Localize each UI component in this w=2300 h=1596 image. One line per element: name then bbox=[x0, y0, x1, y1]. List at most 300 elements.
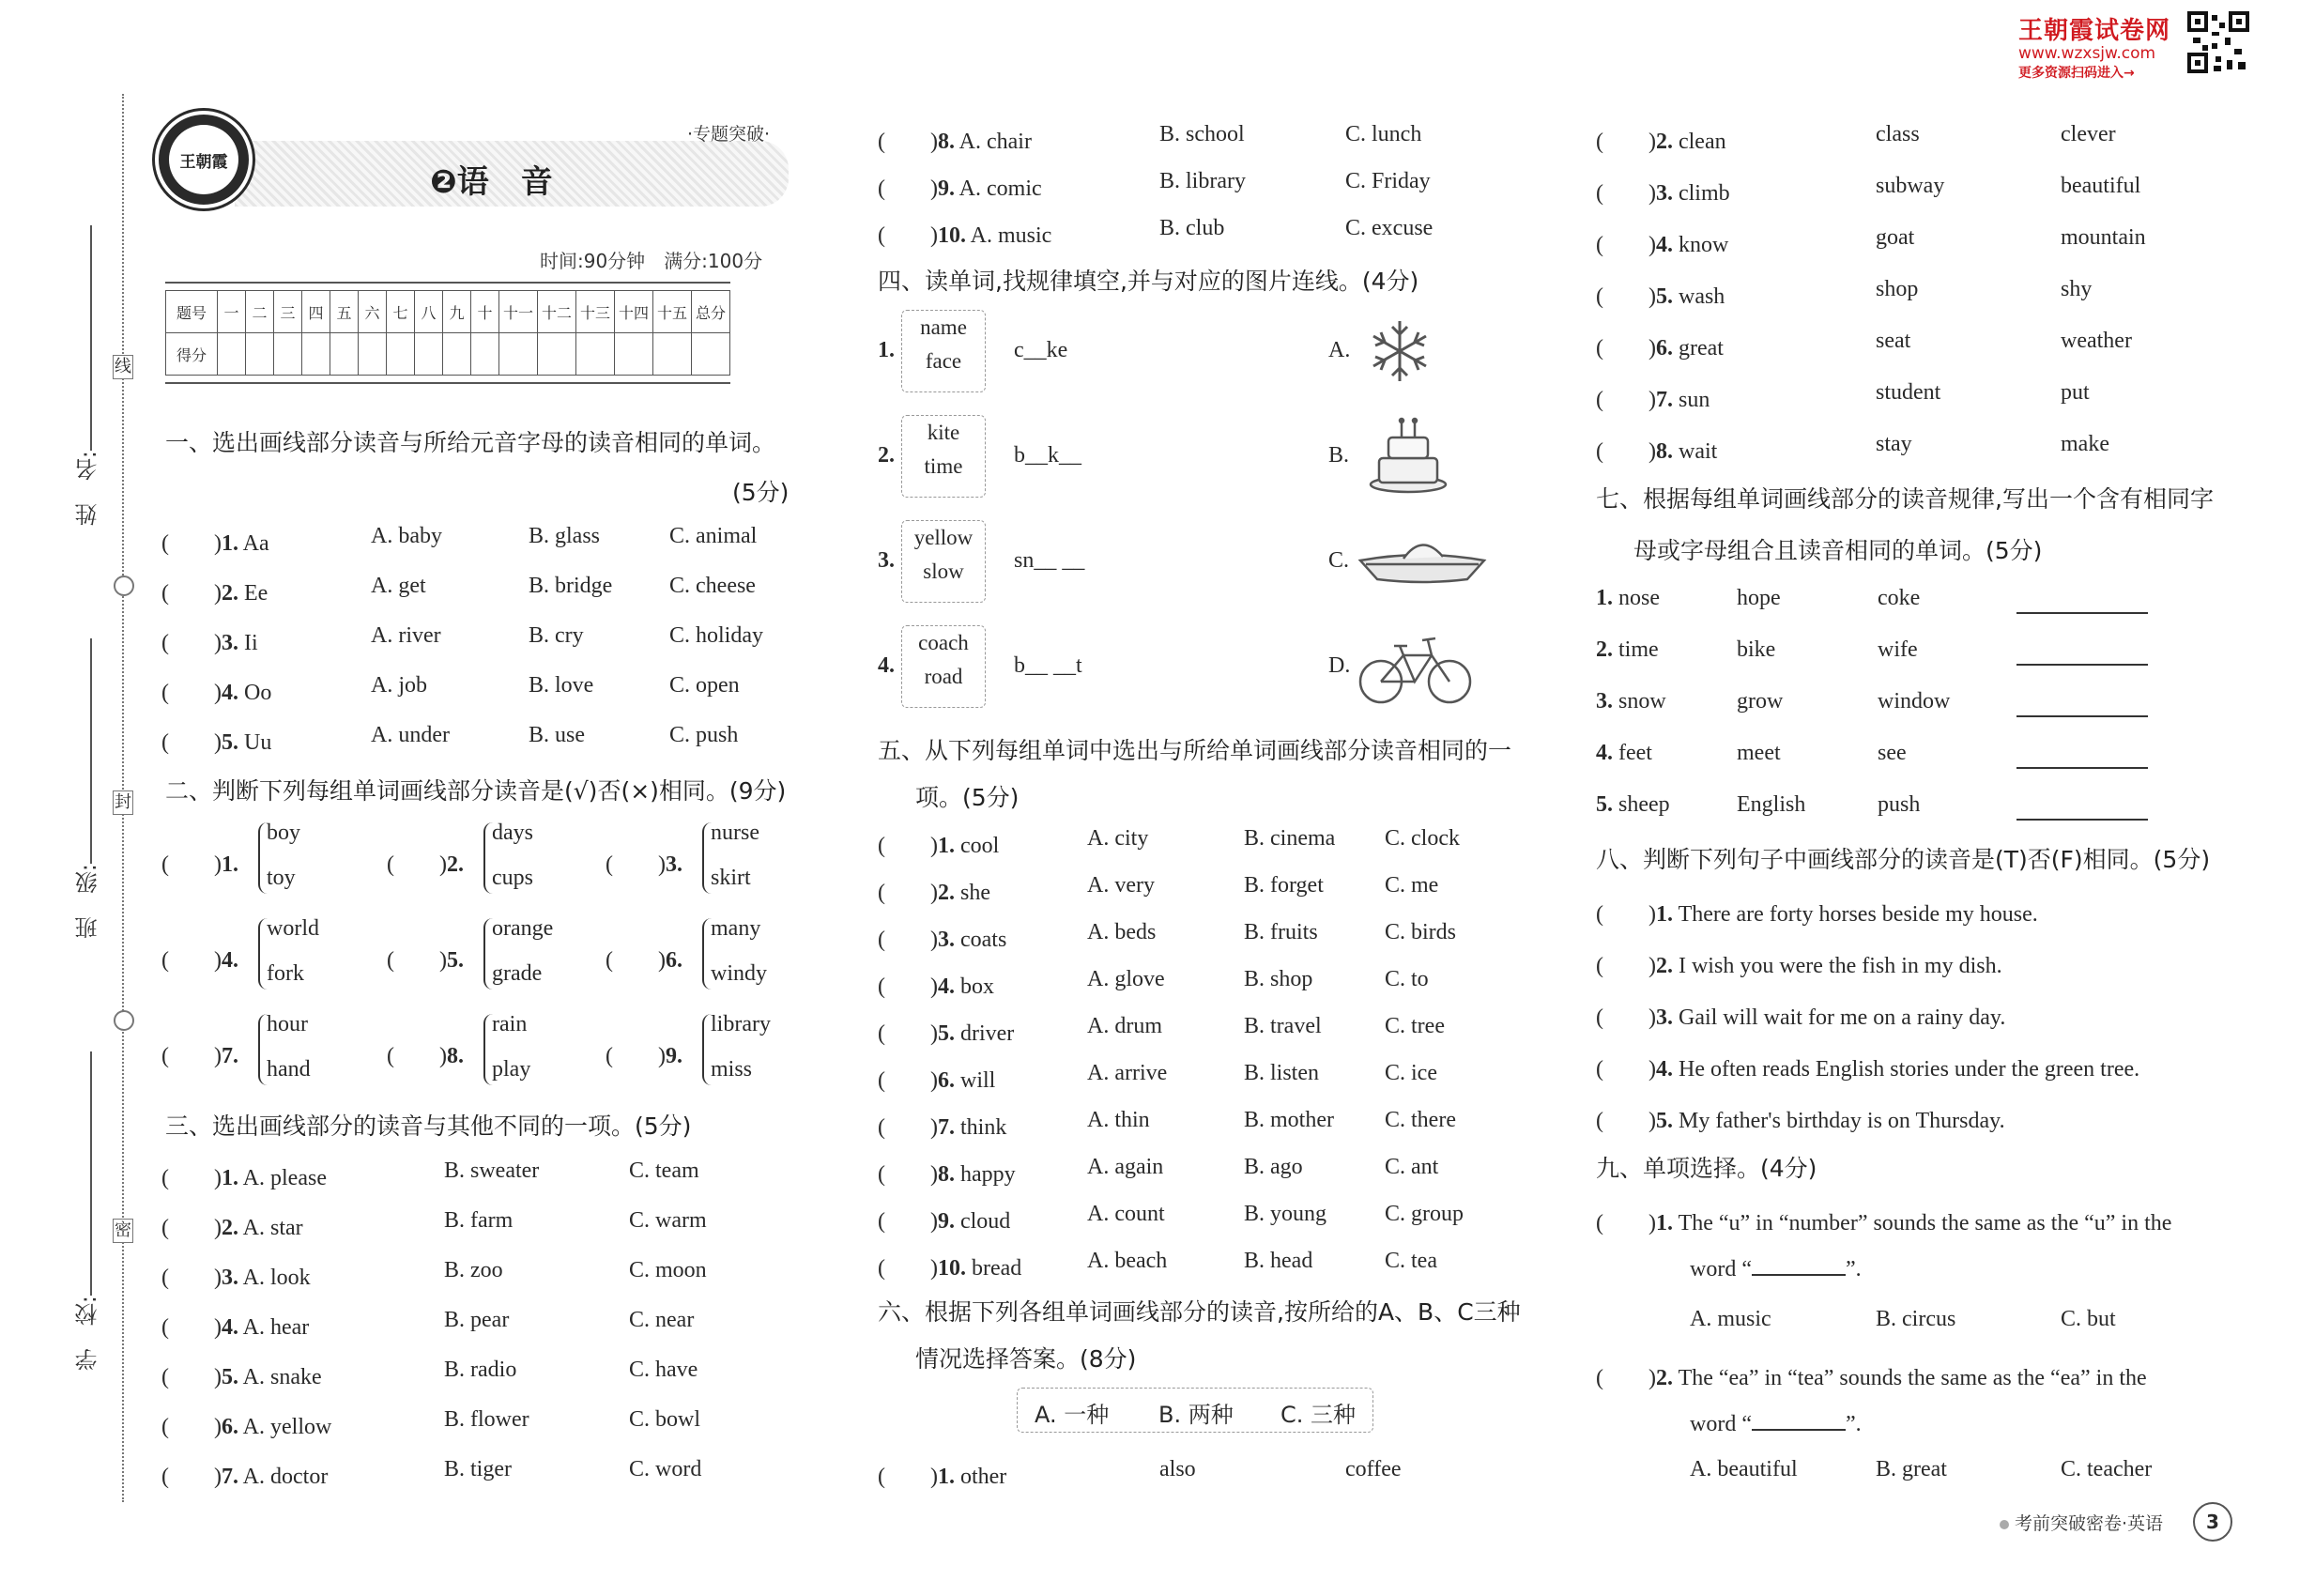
answer-paren[interactable]: ( ) bbox=[878, 974, 938, 999]
word-2: goat bbox=[1876, 225, 1915, 250]
answer-paren[interactable]: ( ) bbox=[161, 1315, 222, 1340]
answer-paren[interactable]: ( ) bbox=[161, 1266, 222, 1290]
option-c[interactable]: C. me bbox=[1385, 873, 1439, 898]
option-b[interactable]: B. head bbox=[1244, 1249, 1313, 1273]
answer-paren[interactable]: ( ) bbox=[161, 948, 222, 973]
option-b[interactable]: B. travel bbox=[1244, 1014, 1322, 1038]
legend-c: C. 三种 bbox=[1280, 1402, 1357, 1428]
score-col: 二 bbox=[246, 291, 274, 333]
option-c[interactable]: C. group bbox=[1385, 1202, 1464, 1226]
option-c[interactable]: C. word bbox=[629, 1457, 702, 1481]
score-cell[interactable] bbox=[246, 333, 274, 376]
option-c[interactable]: C. clock bbox=[1385, 826, 1460, 851]
section-6-title: 六、根据下列各组单词画线部分的读音,按所给的A、B、C三种 bbox=[878, 1298, 1521, 1326]
section-5-title-cont: 项。(5分) bbox=[915, 784, 1020, 811]
option-a[interactable]: A. beautiful bbox=[1690, 1457, 1798, 1481]
page-number-badge bbox=[2193, 1502, 2232, 1542]
option-b[interactable]: B. love bbox=[529, 673, 594, 698]
option-a[interactable]: A. comic bbox=[958, 176, 1042, 201]
s2-paren bbox=[387, 845, 464, 878]
option-b[interactable]: B. flower bbox=[444, 1407, 529, 1432]
answer-paren[interactable]: ( ) bbox=[161, 852, 222, 877]
seal-mark-line: 线 bbox=[113, 355, 133, 379]
s5-item bbox=[878, 1061, 995, 1094]
option-a[interactable]: A. baby bbox=[371, 524, 442, 548]
s2-paren bbox=[606, 845, 682, 878]
word-1: wait bbox=[1678, 439, 1718, 464]
option-a[interactable]: A. please bbox=[242, 1166, 327, 1190]
option-c[interactable]: C. holiday bbox=[669, 623, 763, 648]
answer-paren[interactable]: ( ) bbox=[606, 948, 666, 973]
answer-paren[interactable]: ( ) bbox=[161, 1216, 222, 1240]
section-2-title: 二、判断下列每组单词画线部分读音是(√)否(×)相同。(9分) bbox=[165, 777, 787, 805]
picture-label: B. bbox=[1328, 443, 1350, 468]
name-field[interactable] bbox=[90, 225, 92, 451]
option-c[interactable]: C. cheese bbox=[669, 574, 756, 598]
option-c[interactable]: C. have bbox=[629, 1358, 698, 1382]
score-cell[interactable] bbox=[274, 333, 302, 376]
answer-paren[interactable]: ( ) bbox=[1596, 336, 1656, 361]
s6-item bbox=[1596, 380, 1710, 413]
answer-paren[interactable]: ( ) bbox=[161, 1044, 222, 1068]
item-number: 4. bbox=[878, 653, 895, 678]
item-number: 8. bbox=[937, 130, 955, 154]
option-c[interactable]: C. team bbox=[629, 1159, 699, 1183]
word-3: clever bbox=[2061, 122, 2116, 146]
s3-item bbox=[878, 169, 1042, 202]
score-cell[interactable] bbox=[576, 333, 615, 376]
section-7-title: 七、根据每组单词画线部分的读音规律,写出一个含有相同字 bbox=[1596, 485, 2214, 513]
score-col: 总分 bbox=[692, 291, 730, 333]
s2-paren bbox=[387, 1036, 464, 1069]
score-cell[interactable] bbox=[653, 333, 692, 376]
answer-paren[interactable]: ( ) bbox=[161, 1415, 222, 1439]
word-2: hand bbox=[267, 1057, 311, 1082]
s3-item bbox=[161, 1308, 309, 1341]
answer-paren[interactable]: ( ) bbox=[878, 928, 938, 952]
footer-text: 考前突破密卷·英语 bbox=[2015, 1513, 2164, 1534]
letter: Ii bbox=[243, 631, 258, 655]
score-cell[interactable] bbox=[330, 333, 359, 376]
option-c[interactable]: C. to bbox=[1385, 967, 1429, 991]
score-col: 十五 bbox=[653, 291, 692, 333]
option-c[interactable]: C. push bbox=[669, 723, 739, 747]
word-2: toy bbox=[267, 866, 296, 890]
option-c[interactable]: C. animal bbox=[669, 524, 758, 548]
option-c[interactable]: C. but bbox=[2061, 1307, 2116, 1331]
score-col: 十四 bbox=[615, 291, 653, 333]
option-a[interactable]: A. glove bbox=[1087, 967, 1165, 991]
item-number: 3. bbox=[1596, 689, 1613, 714]
item-number: 4. bbox=[1596, 741, 1613, 765]
answer-paren[interactable]: ( ) bbox=[878, 834, 938, 858]
s5-item bbox=[878, 920, 1006, 953]
answer-paren[interactable]: ( ) bbox=[1596, 954, 1656, 978]
s3-item bbox=[161, 1358, 322, 1390]
word-1: feet bbox=[1618, 741, 1652, 765]
s9-question-cont bbox=[1690, 1410, 1862, 1437]
answer-paren[interactable]: ( ) bbox=[878, 223, 938, 248]
s3-item bbox=[878, 216, 1051, 249]
section-3-title: 三、选出画线部分的读音与其他不同的一项。(5分) bbox=[165, 1113, 692, 1140]
s9-question bbox=[1596, 1358, 2147, 1391]
s8-item bbox=[1596, 946, 2002, 979]
option-b[interactable]: B. ago bbox=[1244, 1155, 1303, 1179]
s6-item bbox=[1596, 432, 1717, 465]
answer-paren[interactable]: ( ) bbox=[878, 130, 938, 154]
score-col: 一 bbox=[218, 291, 246, 333]
option-c[interactable]: C. ant bbox=[1385, 1155, 1439, 1179]
answer-paren[interactable]: ( ) bbox=[387, 852, 447, 877]
item-number: 6. bbox=[937, 1068, 955, 1093]
option-a[interactable]: A. chair bbox=[958, 130, 1032, 154]
option-c[interactable]: C. moon bbox=[629, 1258, 707, 1282]
answer-paren[interactable]: ( ) bbox=[878, 1256, 938, 1281]
word-2: subway bbox=[1876, 174, 1945, 198]
item-number: 3. bbox=[221, 1266, 238, 1290]
option-c[interactable]: C. excuse bbox=[1345, 216, 1434, 240]
answer-blank[interactable] bbox=[1752, 1410, 1846, 1431]
word-3: put bbox=[2061, 380, 2090, 405]
question-text: ”. bbox=[1845, 1412, 1862, 1436]
option-b[interactable]: B. club bbox=[1159, 216, 1225, 240]
fill-blank[interactable]: c__ke bbox=[1014, 338, 1068, 362]
item-number: 4. bbox=[221, 681, 238, 705]
answer-paren[interactable]: ( ) bbox=[878, 1465, 938, 1489]
option-b[interactable]: B. fruits bbox=[1244, 920, 1318, 944]
answer-paren[interactable]: ( ) bbox=[1596, 284, 1656, 309]
s3-item bbox=[161, 1258, 311, 1291]
word-box bbox=[901, 520, 986, 603]
word-3: beautiful bbox=[2061, 174, 2141, 198]
s2-paren bbox=[161, 845, 238, 878]
answer-paren[interactable]: ( ) bbox=[387, 1044, 447, 1068]
option-b[interactable]: B. use bbox=[529, 723, 585, 747]
answer-paren[interactable]: ( ) bbox=[1596, 1057, 1656, 1082]
score-cell[interactable] bbox=[218, 333, 246, 376]
s2-paren bbox=[606, 941, 682, 974]
score-cell[interactable] bbox=[692, 333, 730, 376]
letter: Aa bbox=[242, 531, 269, 556]
option-a[interactable]: A. river bbox=[371, 623, 441, 648]
answer-paren[interactable]: ( ) bbox=[878, 1021, 938, 1046]
section-4-title: 四、读单词,找规律填空,并与对应的图片连线。(4分) bbox=[878, 268, 1419, 295]
s7-item bbox=[1596, 741, 1652, 766]
s1-item bbox=[161, 574, 268, 606]
sentence: My father's birthday is on Thursday. bbox=[1678, 1109, 2005, 1133]
answer-paren[interactable]: ( ) bbox=[161, 631, 222, 655]
score-table bbox=[165, 290, 730, 376]
given-word: box bbox=[959, 974, 994, 999]
word-3: wife bbox=[1878, 637, 1918, 662]
option-c[interactable]: C. tea bbox=[1385, 1249, 1437, 1273]
answer-paren[interactable]: ( ) bbox=[1596, 1109, 1656, 1133]
item-number: 2. bbox=[221, 581, 238, 606]
answer-paren[interactable]: ( ) bbox=[878, 1068, 938, 1093]
option-b[interactable]: B. radio bbox=[444, 1358, 517, 1382]
word-1: hour bbox=[267, 1012, 308, 1036]
answer-paren[interactable]: ( ) bbox=[1596, 1211, 1656, 1235]
cake-icon[interactable] bbox=[1366, 413, 1450, 498]
word-1: snow bbox=[1618, 689, 1666, 714]
score-cell[interactable] bbox=[499, 333, 538, 376]
item-number: 2. bbox=[1655, 130, 1673, 154]
answer-paren[interactable]: ( ) bbox=[161, 1166, 222, 1190]
s8-item bbox=[1596, 1101, 2005, 1134]
score-cell[interactable] bbox=[443, 333, 471, 376]
answer-paren[interactable]: ( ) bbox=[1596, 1005, 1656, 1030]
option-b[interactable]: B. cry bbox=[529, 623, 584, 648]
answer-line[interactable] bbox=[2016, 819, 2148, 821]
answer-blank[interactable] bbox=[1752, 1255, 1846, 1276]
word-2: grow bbox=[1737, 689, 1784, 714]
item-number: 2. bbox=[221, 1216, 238, 1240]
bicycle-icon[interactable] bbox=[1357, 627, 1474, 707]
word-1: world bbox=[267, 916, 319, 941]
title-number: ❷ bbox=[430, 163, 457, 201]
score-col: 十三 bbox=[576, 291, 615, 333]
option-c[interactable]: C. there bbox=[1385, 1108, 1456, 1132]
score-cell[interactable] bbox=[415, 333, 443, 376]
snowflake-icon[interactable] bbox=[1366, 317, 1434, 385]
answer-paren[interactable]: ( ) bbox=[878, 1209, 938, 1234]
word-1: kite bbox=[927, 421, 960, 444]
item-number: 6. bbox=[665, 948, 682, 973]
option-c[interactable]: C. birds bbox=[1385, 920, 1457, 944]
option-b[interactable]: B. mother bbox=[1244, 1108, 1334, 1132]
class-field[interactable] bbox=[90, 638, 92, 864]
score-cell[interactable] bbox=[302, 333, 330, 376]
s7-item bbox=[1596, 586, 1660, 611]
option-c[interactable]: C. Friday bbox=[1345, 169, 1431, 193]
score-cell[interactable] bbox=[615, 333, 653, 376]
qr-code[interactable] bbox=[2187, 11, 2249, 73]
item-number: 9. bbox=[937, 176, 955, 201]
given-word: happy bbox=[959, 1162, 1016, 1187]
s3-item bbox=[878, 122, 1032, 155]
item-number: 4. bbox=[1655, 233, 1673, 257]
option-b[interactable]: B. school bbox=[1159, 122, 1245, 146]
item-number: 7. bbox=[221, 1044, 238, 1068]
score-cell[interactable] bbox=[538, 333, 576, 376]
item-number: 3. bbox=[937, 928, 955, 952]
answer-paren[interactable]: ( ) bbox=[161, 681, 222, 705]
answer-paren[interactable]: ( ) bbox=[878, 1115, 938, 1140]
item-number: 2. bbox=[1655, 1366, 1673, 1390]
word-1: climb bbox=[1678, 181, 1730, 206]
item-number: 3. bbox=[878, 548, 895, 573]
option-a[interactable]: A. doctor bbox=[242, 1465, 329, 1489]
s1-item bbox=[161, 723, 271, 756]
word-1: great bbox=[1678, 336, 1724, 361]
s5-item bbox=[878, 873, 990, 906]
sentence: There are forty horses beside my house. bbox=[1678, 902, 2038, 927]
school-field[interactable] bbox=[90, 1051, 92, 1296]
option-c[interactable]: C. warm bbox=[629, 1208, 707, 1233]
score-col: 十二 bbox=[538, 291, 576, 333]
answer-paren[interactable]: ( ) bbox=[1596, 233, 1656, 257]
section-1-score: (5分) bbox=[732, 479, 790, 506]
s6-item bbox=[1596, 277, 1725, 310]
word-2: road bbox=[924, 665, 963, 688]
option-a[interactable]: A. star bbox=[242, 1216, 303, 1240]
word-2: seat bbox=[1876, 329, 1911, 353]
option-a[interactable]: A. music bbox=[970, 223, 1052, 248]
score-col: 八 bbox=[415, 291, 443, 333]
s3-item bbox=[161, 1159, 327, 1191]
option-c[interactable]: C. lunch bbox=[1345, 122, 1422, 146]
brand-name: 王朝霞试卷网 bbox=[2018, 17, 2171, 45]
binding-hole-2 bbox=[114, 1010, 134, 1031]
option-a[interactable]: A. very bbox=[1087, 873, 1155, 898]
option-b[interactable]: B. shop bbox=[1244, 967, 1313, 991]
score-col: 七 bbox=[387, 291, 415, 333]
word-box bbox=[901, 310, 986, 392]
word-2: hope bbox=[1737, 586, 1781, 610]
s5-item bbox=[878, 826, 999, 859]
option-b[interactable]: B. cinema bbox=[1244, 826, 1336, 851]
item-number: 1. bbox=[878, 338, 895, 362]
item-number: 1. bbox=[221, 1166, 238, 1190]
score-cell[interactable] bbox=[359, 333, 387, 376]
answer-paren[interactable]: ( ) bbox=[1596, 388, 1656, 412]
answer-paren[interactable]: ( ) bbox=[606, 1044, 666, 1068]
option-a[interactable]: A. drum bbox=[1087, 1014, 1162, 1038]
s3-item bbox=[161, 1208, 303, 1241]
answer-paren[interactable]: ( ) bbox=[387, 948, 447, 973]
boat-icon[interactable] bbox=[1357, 530, 1488, 587]
answer-paren[interactable]: ( ) bbox=[878, 1162, 938, 1187]
score-cell[interactable] bbox=[471, 333, 499, 376]
answer-paren[interactable]: ( ) bbox=[161, 1365, 222, 1389]
answer-paren[interactable]: ( ) bbox=[1596, 181, 1656, 206]
option-c[interactable]: C. ice bbox=[1385, 1061, 1437, 1085]
option-c[interactable]: C. tree bbox=[1385, 1014, 1445, 1038]
option-b[interactable]: B. bridge bbox=[529, 574, 613, 598]
fill-blank[interactable]: b__ __t bbox=[1014, 653, 1082, 678]
brand-url[interactable]: www.wzxsjw.com bbox=[2018, 44, 2156, 63]
answer-paren[interactable]: ( ) bbox=[161, 581, 222, 606]
option-a[interactable]: A. arrive bbox=[1087, 1061, 1168, 1085]
item-number: 1. bbox=[1655, 902, 1673, 927]
score-row2-label: 得分 bbox=[166, 333, 218, 376]
brand-block bbox=[2018, 11, 2187, 82]
item-number: 5. bbox=[221, 730, 238, 755]
option-b[interactable]: B. farm bbox=[444, 1208, 514, 1233]
option-a[interactable]: A. job bbox=[371, 673, 427, 698]
item-number: 5. bbox=[446, 948, 464, 973]
option-c[interactable]: C. bowl bbox=[629, 1407, 701, 1432]
given-word: will bbox=[959, 1068, 996, 1093]
given-word: coats bbox=[959, 928, 1007, 952]
option-a[interactable]: A. get bbox=[371, 574, 426, 598]
option-a[interactable]: A. snake bbox=[242, 1365, 322, 1389]
answer-paren[interactable]: ( ) bbox=[161, 730, 222, 755]
option-legend bbox=[1017, 1388, 1373, 1433]
option-b[interactable]: B. listen bbox=[1244, 1061, 1320, 1085]
answer-line[interactable] bbox=[2016, 767, 2148, 769]
s9-question bbox=[1596, 1204, 2171, 1236]
option-a[interactable]: A. music bbox=[1690, 1307, 1771, 1331]
s1-item bbox=[161, 673, 271, 706]
option-a[interactable]: A. under bbox=[371, 723, 450, 747]
score-col: 十 bbox=[471, 291, 499, 333]
option-b[interactable]: B. zoo bbox=[444, 1258, 503, 1282]
score-table-wrap bbox=[165, 282, 730, 384]
given-word: cloud bbox=[959, 1209, 1011, 1234]
answer-line[interactable] bbox=[2016, 664, 2148, 666]
answer-paren[interactable]: ( ) bbox=[1596, 1366, 1656, 1390]
word-1: many bbox=[711, 916, 761, 941]
word-2: meet bbox=[1737, 741, 1781, 765]
option-c[interactable]: C. open bbox=[669, 673, 740, 698]
s7-item bbox=[1596, 637, 1659, 663]
item-number: 8. bbox=[446, 1044, 464, 1068]
option-b[interactable]: B. circus bbox=[1876, 1307, 1956, 1331]
word-2: class bbox=[1876, 122, 1920, 146]
given-word: driver bbox=[959, 1021, 1015, 1046]
option-b[interactable]: B. forget bbox=[1244, 873, 1324, 898]
score-col: 四 bbox=[302, 291, 330, 333]
item-number: 5. bbox=[221, 1365, 238, 1389]
answer-line[interactable] bbox=[2016, 715, 2148, 717]
section-5-title: 五、从下列每组单词中选出与所给单词画线部分读音相同的一 bbox=[878, 737, 1512, 764]
answer-paren[interactable]: ( ) bbox=[1596, 439, 1656, 464]
option-a[interactable]: A. yellow bbox=[242, 1415, 332, 1439]
answer-paren[interactable]: ( ) bbox=[606, 852, 666, 877]
item-number: 2. bbox=[1596, 637, 1613, 662]
option-b[interactable]: B. tiger bbox=[444, 1457, 512, 1481]
option-b[interactable]: B. sweater bbox=[444, 1159, 540, 1183]
option-a[interactable]: A. look bbox=[242, 1266, 311, 1290]
option-a[interactable]: A. again bbox=[1087, 1155, 1164, 1179]
s8-item bbox=[1596, 895, 2038, 928]
option-b[interactable]: B. great bbox=[1876, 1457, 1947, 1481]
option-a[interactable]: A. hear bbox=[242, 1315, 310, 1340]
answer-paren[interactable]: ( ) bbox=[161, 1465, 222, 1489]
option-a[interactable]: A. city bbox=[1087, 826, 1149, 851]
s9-question-cont bbox=[1690, 1255, 1862, 1282]
option-b[interactable]: B. young bbox=[1244, 1202, 1327, 1226]
option-b[interactable]: B. pear bbox=[444, 1308, 510, 1332]
fill-blank[interactable]: sn__ __ bbox=[1014, 548, 1085, 573]
option-c[interactable]: C. teacher bbox=[2061, 1457, 2153, 1481]
answer-paren[interactable]: ( ) bbox=[878, 176, 938, 201]
answer-paren[interactable]: ( ) bbox=[1596, 130, 1656, 154]
answer-paren[interactable]: ( ) bbox=[1596, 902, 1656, 927]
answer-line[interactable] bbox=[2016, 612, 2148, 614]
item-number: 1. bbox=[937, 1465, 955, 1489]
option-a[interactable]: A. count bbox=[1087, 1202, 1165, 1226]
letter: Uu bbox=[243, 730, 272, 755]
option-b[interactable]: B. library bbox=[1159, 169, 1246, 193]
option-b[interactable]: B. glass bbox=[529, 524, 601, 548]
s3-item bbox=[161, 1457, 328, 1490]
answer-paren[interactable]: ( ) bbox=[161, 531, 222, 556]
item-number: 6. bbox=[221, 1415, 238, 1439]
option-c[interactable]: C. near bbox=[629, 1308, 695, 1332]
fill-blank[interactable]: b__k__ bbox=[1014, 443, 1081, 468]
option-a[interactable]: A. thin bbox=[1087, 1108, 1150, 1132]
item-number: 4. bbox=[221, 1315, 238, 1340]
answer-paren[interactable]: ( ) bbox=[878, 881, 938, 905]
score-cell[interactable] bbox=[387, 333, 415, 376]
word-1: nose bbox=[1618, 586, 1660, 610]
word-3: make bbox=[2061, 432, 2109, 456]
question-text: The “u” in “number” sounds the same as the “u” in the bbox=[1678, 1211, 2172, 1235]
option-a[interactable]: A. beach bbox=[1087, 1249, 1168, 1273]
option-a[interactable]: A. beds bbox=[1087, 920, 1157, 944]
